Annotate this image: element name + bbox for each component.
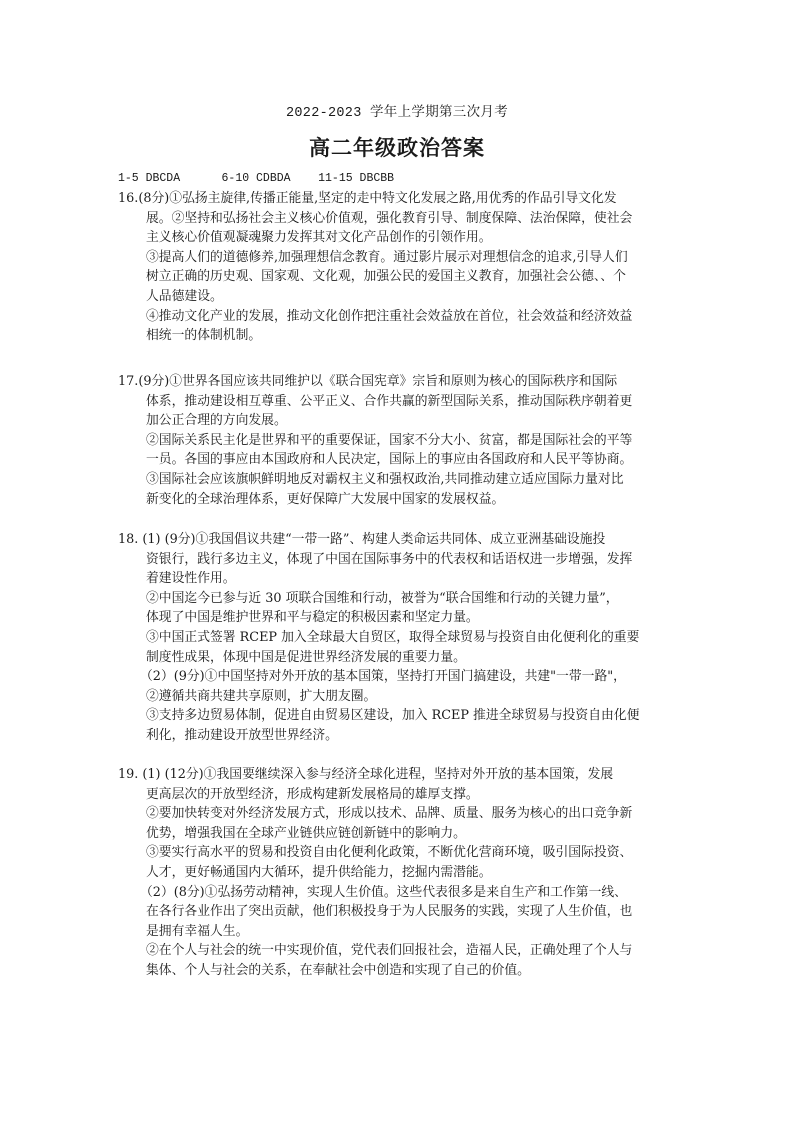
q17-line: 17.(9分)①世界各国应该共同维护以《联合国宪章》宗旨和原则为核心的国际秩序和国际 (118, 374, 618, 389)
question-19-answer (118, 765, 684, 981)
q18-line: ③支持多边贸易体制，促进自由贸易区建设，加入 RCEP 推进全球贸易与投资自由化便 (146, 708, 640, 724)
q18-line: （2）(9分)①中国坚持对外开放的基本国策，坚持打开国门搞建设，共建"一带一路"， (140, 669, 626, 685)
q16-line: 16.(8分)①弘扬主旋律,传播正能量,坚定的走中特文化发展之路,用优秀的作品引导文化发 (118, 191, 617, 206)
q16-line: 主义核心价值观凝魂聚力发挥其对文化产品创作的引领作用。 (146, 230, 492, 246)
q19-line: 集体、个人与社会的关系，在奉献社会中创造和实现了自己的价值。 (146, 962, 530, 978)
q16-line: 人品德建设。 (146, 288, 223, 304)
question-17-answer (118, 372, 684, 509)
q18-line: 利化，推动建设开放型世界经济。 (146, 727, 338, 743)
exam-title: 2022-2023 学年上学期第三次月考 (285, 106, 508, 121)
q17-line: ②国际关系民主化是世界和平的重要保证，国家不分大小、贫富，都是国际社会的平等 (146, 432, 633, 448)
q19-line: 在各行各业作出了突出贡献，他们积极投身于为人民服务的实践，实现了人生价值，也 (146, 904, 633, 920)
q16-line: 树立正确的历史观、国家观、文化观，加强公民的爱国主义教育，加强社会公德、、个 (146, 269, 626, 285)
q19-line: 19. (1) (12分)①我国要继续深入参与经济全球化进程，坚持对外开放的基本国策，发展 (118, 767, 614, 782)
q18-line: ②中国迄今已参与近 30 项联合国维和行动，被誉为“联合国维和行动的关键力量”， (146, 590, 619, 606)
q18-line: 资银行，践行多边主义，体现了中国在国际事务中的代表权和话语权进一步增强，发挥 (146, 551, 633, 567)
q19-line: 优势，增强我国在全球产业链供应链创新链中的影响力。 (146, 825, 466, 841)
q16-line: 展。②坚持和弘扬社会主义核心价值观，强化教育引导、制度保障、法治保障，使社会 (146, 210, 633, 226)
q19-line: ②要加快转变对外经济发展方式，形成以技术、品牌、质量、服务为核心的出口竞争新 (146, 806, 633, 822)
q17-line: 一员。各国的事应由本国政府和人民决定，国际上的事应由各国政府和人民平等协商。 (146, 452, 633, 468)
q17-line: ③国际社会应该旗帜鲜明地反对霸权主义和强权政治,共同推动建立适应国际力量对比 (146, 471, 624, 487)
q19-line: 人才，更好畅通国内大循环，提升供给能力，挖掘内需潜能。 (146, 864, 492, 880)
q19-line: 是拥有幸福人生。 (146, 923, 249, 939)
q19-line: ②在个人与社会的统一中实现价值，党代表们回报社会，造福人民，正确处理了个人与 (146, 943, 633, 959)
q18-line: ②遵循共商共建共享原则，扩大朋友圈。 (146, 688, 377, 704)
question-18-answer (118, 530, 684, 746)
subject-title: 高二年级政治答案 (309, 135, 485, 160)
q17-line: 加公正合理的方向发展。 (146, 413, 287, 429)
q16-line: ④推动文化产业的发展，推动文化创作把注重社会效益放在首位，社会效益和经济效益 (146, 308, 633, 324)
q19-line: 更高层次的开放型经济，形成构建新发展格局的雄厚支撑。 (146, 786, 479, 802)
q18-line: 体现了中国是维护世界和平与稳定的积极因素和坚定力量。 (146, 610, 479, 626)
q17-line: 体系，推动建设相互尊重、公平正义、合作共赢的新型国际关系，推动国际秩序朝着更 (146, 393, 633, 409)
q19-line: ③要实行高水平的贸易和投资自由化便利化政策，不断优化营商环境，吸引国际投资、 (146, 845, 633, 861)
question-16-answer (118, 189, 684, 346)
q18-line: ③中国正式签署 RCEP 加入全球最大自贸区，取得全球贸易与投资自由化便利化的重要 (146, 629, 640, 645)
q19-line: （2）(8分)①弘扬劳动精神，实现人生价值。这些代表很多是来自生产和工作第一线、 (140, 884, 627, 900)
q18-line: 着建设性作用。 (146, 571, 236, 587)
q16-line: ③提高人们的道德修养,加强理想信念教育。通过影片展示对理想信念的追求,引导人们 (146, 249, 628, 265)
objective-answers: 1-5 DBCDA 6-10 CDBDA 11-15 DBCBB (118, 172, 395, 185)
q17-line: 新变化的全球治理体系，更好保障广大发展中国家的发展权益。 (146, 491, 505, 507)
q18-line: 制度性成果，体现中国是促进世界经济发展的重要力量。 (146, 649, 466, 665)
q18-line: 18. (1) (9分)①我国倡议共建“一带一路”、构建人类命运共同体、成立亚洲基础设施投 (118, 532, 606, 547)
q16-line: 相统一的体制机制。 (146, 328, 262, 344)
